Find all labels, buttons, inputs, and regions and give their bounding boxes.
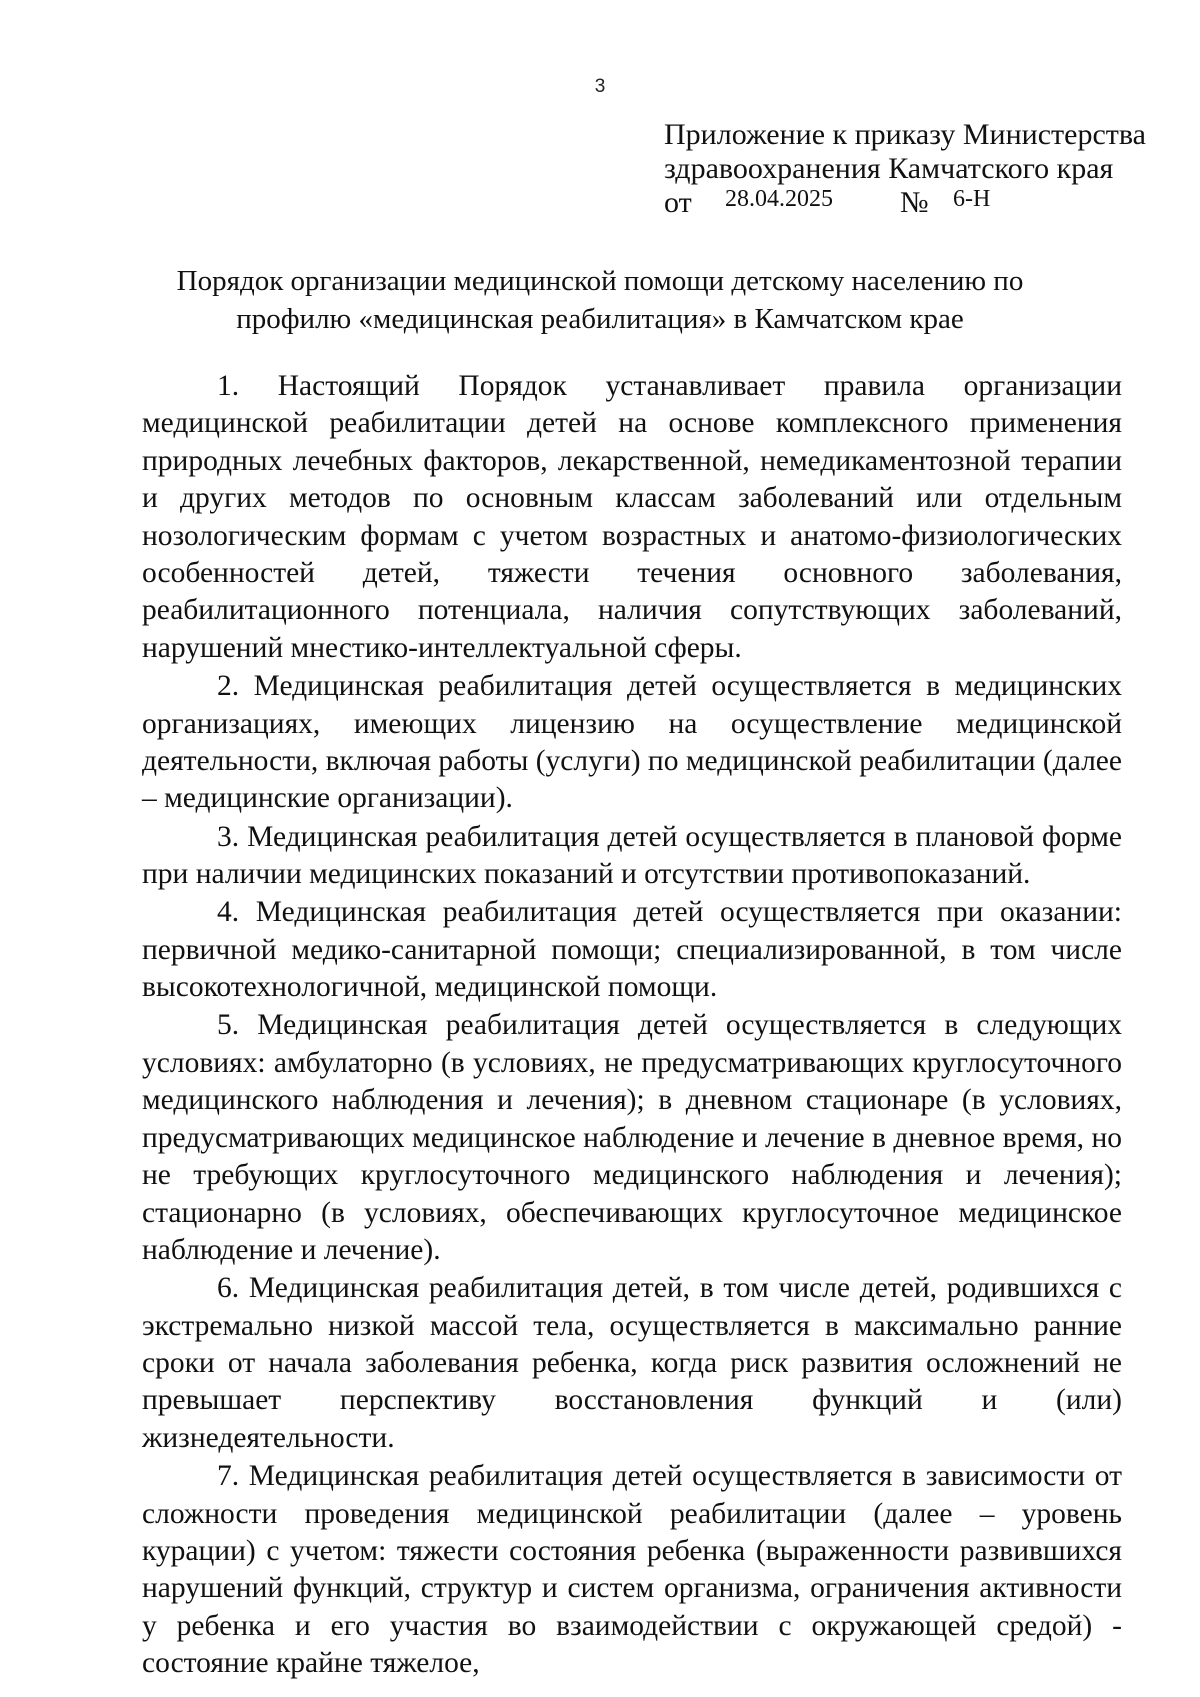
paragraph-3: 3. Медицинская реабилитация детей осуществляется в плановой форме при наличии медицинских показаний и отсутствии противопоказаний. (142, 820, 1122, 891)
document-title: Порядок организации медицинской помощи детскому населению по профилю «медицинская реабилитация» в Камчатском крае (176, 265, 1024, 335)
from-label: от (664, 186, 692, 219)
paragraph-4: 4. Медицинская реабилитация детей осуществляется при оказании: первичной медико-санитарной помощи; специализированной, в том числе высокотехнологичной, медицинской помощи. (142, 896, 1122, 1004)
number-label: № (900, 186, 929, 219)
paragraph-7: 7. Медицинская реабилитация детей осуществляется в зависимости от сложности проведения медицинской реабилитации (далее – уровень курации) с учетом: тяжести состояния ребенка (выраженности развившихся нарушений функций, структур и систем организма, ограничения активности у ребенка и его участия во взаимодействии с окружающей средой) - состояние крайне тяжелое, (142, 1460, 1122, 1680)
paragraph-2: 2. Медицинская реабилитация детей осуществляется в медицинских организациях, имеющих лицензию на осуществление медицинской деятельности, включая работы (услуги) по медицинской реабилитации (далее – медицинские организации). (142, 670, 1122, 815)
paragraph-5: 5. Медицинская реабилитация детей осуществляется в следующих условиях: амбулаторно (в условиях, не предусматривающих круглосуточного медицинского наблюдения и лечения); в дневном стационаре (в условиях, предусматривающих медицинское наблюдение и лечение в дневное время, но не требующих круглосуточного медицинского наблюдения и лечения); стационарно (в условиях, обеспечивающих круглосуточное медицинское наблюдение и лечение). (142, 1009, 1122, 1266)
page-number: 3 (594, 76, 606, 97)
order-date-number-row (664, 186, 1184, 220)
appendix-line-2: здравоохранения Камчатского края (664, 152, 1114, 185)
order-number: 6-Н (953, 186, 991, 212)
paragraph-1: 1. Настоящий Порядок устанавливает правила организации медицинской реабилитации детей на основе комплексного применения природных лечебных факторов, лекарственной, немедикаментозной терапии и других методов по основным классам заболеваний или отдельным нозологическим формам с учетом возрастных и анатомо-физиологических особенностей детей, тяжести течения основного заболевания, реабилитационного потенциала, наличия сопутствующих заболеваний, нарушений мнестико-интеллектуальной сферы. (142, 370, 1122, 664)
appendix-line-1: Приложение к приказу Министерства (664, 118, 1146, 151)
appendix-header (664, 118, 1184, 220)
document-body (142, 368, 1122, 1683)
paragraph-6: 6. Медицинская реабилитация детей, в том числе детей, родившихся с экстремально низкой массой тела, осуществляется в максимально ранние сроки от начала заболевания ребенка, когда риск развития осложнений не превышает перспективу восстановления функций и (или) жизнедеятельности. (142, 1272, 1122, 1454)
order-date: 28.04.2025 (725, 186, 833, 212)
